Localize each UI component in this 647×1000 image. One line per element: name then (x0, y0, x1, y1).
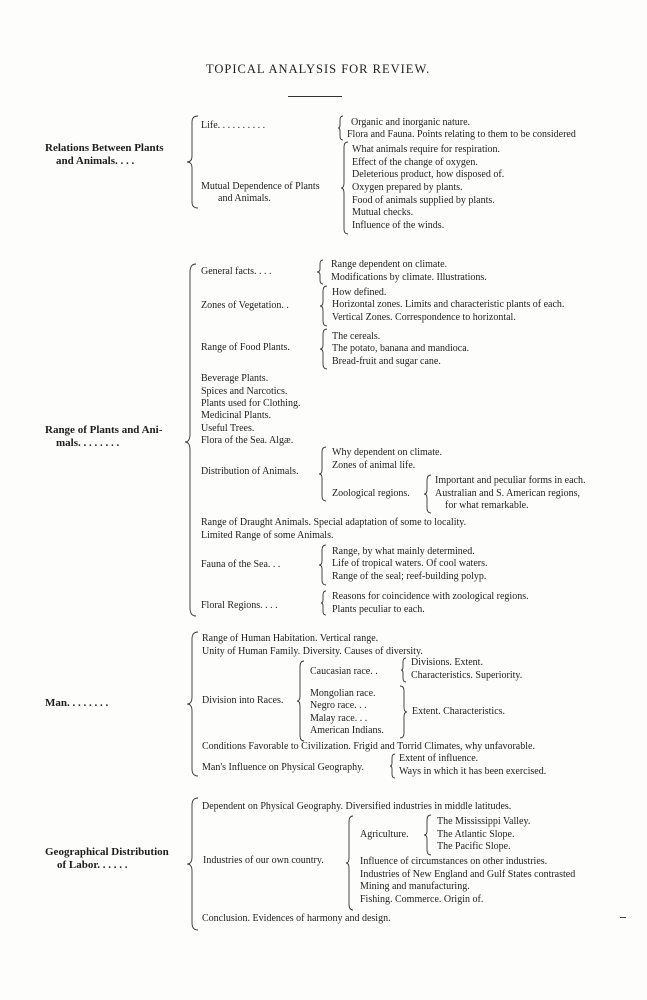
margin-mark (620, 917, 626, 918)
sub-topic: Mining and manufacturing. (360, 881, 470, 892)
topic-label: Flora of the Sea. Algæ. (201, 435, 294, 446)
sub-topic: Plants peculiar to each. (332, 604, 425, 615)
topic-label: Zones of Vegetation. . (201, 300, 289, 311)
topic-label: Medicinal Plants. (201, 410, 271, 421)
sub-topic: Bread-fruit and sugar cane. (332, 356, 441, 367)
topic-label: Conditions Favorable to Civilization. Frigid and Torrid Climates, why unfavorable. (202, 741, 535, 752)
sub-brace (423, 814, 433, 856)
section-heading-line: Range of Plants and Ani- (45, 424, 163, 436)
sub-topic: Agriculture. (360, 829, 409, 840)
sub-topic: Industries of New England and Gulf States contrasted (360, 869, 576, 880)
sub-brace (318, 544, 328, 586)
section-heading-line: Man. . . . . . . . (45, 697, 109, 709)
sub-topic: Modifications by climate. Illustrations. (331, 272, 487, 283)
section-brace (186, 114, 200, 210)
sub-topic: The Mississippi Valley. (437, 816, 531, 827)
sub-topic: Why dependent on climate. (332, 447, 442, 458)
sub-topic: Influence of circumstances on other industries. (360, 856, 548, 867)
section-heading-line: and Animals. . . . (56, 155, 135, 167)
sub-topic: How defined. (332, 287, 387, 298)
topic-label: Spices and Narcotics. (201, 386, 288, 397)
topic-label: Range of Human Habitation. Vertical range. (202, 633, 379, 644)
sub-brace (337, 115, 345, 141)
topic-label: Dependent on Physical Geography. Diversified industries in middle latitudes. (202, 801, 512, 812)
sub-brace (318, 446, 328, 502)
race-label: Caucasian race. . (310, 666, 378, 677)
section-heading-line: of Labor. . . . . . (57, 859, 128, 871)
title-rule (288, 96, 342, 97)
sub-topic: The cereals. (332, 331, 381, 342)
sub-topic: Divisions. Extent. (411, 657, 483, 668)
section-heading-line: mals. . . . . . . . (56, 437, 120, 449)
race-label: Malay race. . . (310, 713, 368, 724)
sub-topic: for what remarkable. (445, 500, 529, 511)
race-label: American Indians. (310, 725, 384, 736)
section-brace (186, 796, 200, 932)
sub-brace (423, 474, 433, 514)
sub-topic: Important and peculiar forms in each. (435, 475, 586, 486)
topic-label: Floral Regions. . . . (201, 600, 278, 611)
sub-topic: Range, by what mainly determined. (332, 546, 475, 557)
sub-topic: The Atlantic Slope. (437, 829, 515, 840)
sub-topic: Vertical Zones. Correspondence to horizontal. (332, 312, 516, 323)
sub-topic: Ways in which it has been exercised. (399, 766, 547, 777)
sub-brace (389, 753, 397, 779)
race-label: Mongolian race. (310, 688, 376, 699)
sub-brace (340, 140, 350, 236)
page-title: TOPICAL ANALYSIS FOR REVIEW. (206, 62, 431, 76)
topic-label: Useful Trees. (201, 423, 255, 434)
sub-brace (400, 657, 408, 683)
sub-topic: Effect of the change of oxygen. (352, 157, 478, 168)
sub-brace (296, 660, 306, 742)
topic-label: Life. . . . . . . . . . (201, 120, 266, 131)
sub-brace (320, 590, 328, 616)
sub-brace (316, 259, 325, 285)
section-brace (184, 262, 198, 618)
topic-label: Plants used for Clothing. (201, 398, 301, 409)
sub-brace (319, 328, 329, 370)
sub-topic: Organic and inorganic nature. (351, 117, 471, 128)
sub-topic: Mutual checks. (352, 207, 414, 218)
group-note: Extent. Characteristics. (412, 706, 506, 717)
sub-topic: Range dependent on climate. (331, 259, 448, 270)
sub-topic: Extent of influence. (399, 753, 479, 764)
section-brace (186, 630, 200, 778)
topic-label: General facts. . . . (201, 266, 272, 277)
topic-label: Division into Races. (202, 695, 284, 706)
sub-topic: Deleterious product, how disposed of. (352, 169, 505, 180)
sub-topic: Food of animals supplied by plants. (352, 195, 495, 206)
sub-topic: The Pacific Slope. (437, 841, 511, 852)
sub-topic: Zones of animal life. (332, 460, 416, 471)
sub-topic: What animals require for respiration. (352, 144, 500, 155)
section-heading-line: Relations Between Plants (45, 142, 164, 154)
sub-brace (398, 685, 408, 739)
sub-topic: Horizontal zones. Limits and characteristic plants of each. (332, 299, 565, 310)
topic-label: Conclusion. Evidences of harmony and design. (202, 913, 391, 924)
sub-topic: Zoological regions. (332, 488, 410, 499)
topic-label: Range of Draught Animals. Special adaptation of some to locality. (201, 517, 467, 528)
topic-label: Industries of our own country. (203, 855, 324, 866)
section-heading-line: Geographical Distribution (45, 846, 169, 858)
topic-label: Beverage Plants. (201, 373, 269, 384)
topic-label: Distribution of Animals. (201, 466, 299, 477)
sub-topic: Range of the seal; reef-building polyp. (332, 571, 487, 582)
topic-label: and Animals. (218, 193, 271, 204)
sub-brace (319, 285, 329, 327)
sub-topic: Oxygen prepared by plants. (352, 182, 463, 193)
topic-label: Mutual Dependence of Plants (201, 181, 320, 192)
sub-topic: Influence of the winds. (352, 220, 445, 231)
sub-topic: Life of tropical waters. Of cool waters. (332, 558, 488, 569)
topic-label: Man's Influence on Physical Geography. (202, 762, 364, 773)
topic-label: Limited Range of some Animals. (201, 530, 334, 541)
sub-brace (345, 815, 355, 911)
race-label: Negro race. . . (310, 700, 367, 711)
topic-label: Unity of Human Family. Diversity. Causes of diversity. (202, 646, 423, 657)
sub-topic: Australian and S. American regions, (435, 488, 580, 499)
sub-topic: The potato, banana and mandioca. (332, 343, 470, 354)
sub-topic: Characteristics. Superiority. (411, 670, 523, 681)
topic-label: Fauna of the Sea. . . (201, 559, 281, 570)
sub-topic: Reasons for coincidence with zoological regions. (332, 591, 529, 602)
sub-topic: Fishing. Commerce. Origin of. (360, 894, 484, 905)
topic-label: Range of Food Plants. (201, 342, 290, 353)
sub-topic: Flora and Fauna. Points relating to them to be considered (347, 129, 576, 140)
